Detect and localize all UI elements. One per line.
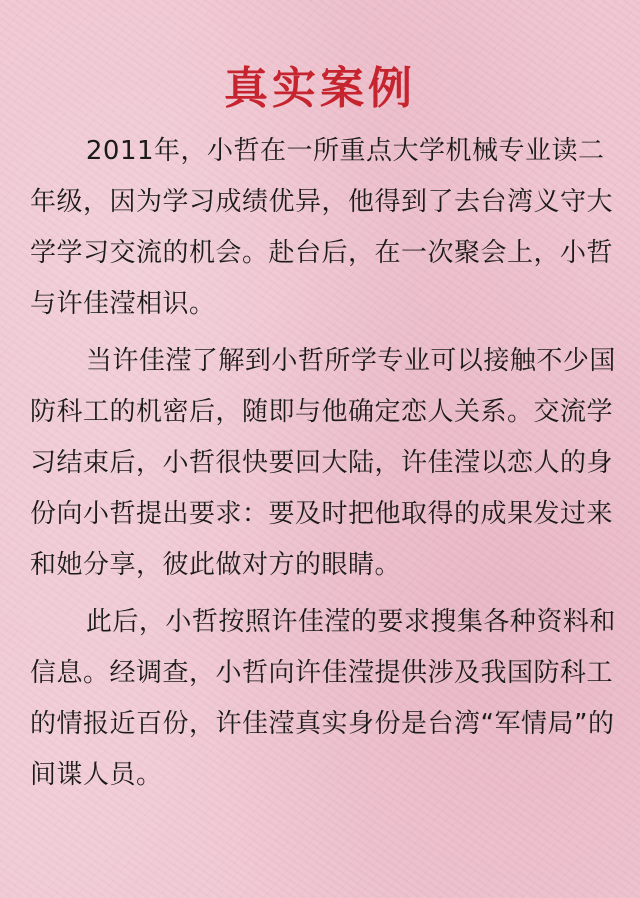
article-body bbox=[30, 126, 618, 801]
paragraph-1: 2011年，小哲在一所重点大学机械专业读二年级，因为学习成绩优异，他得到了去台湾义守大学学习交流的机会。赴台后，在一次聚会上，小哲与许佳滢相识。 bbox=[30, 136, 614, 319]
page-title: 真实案例 bbox=[224, 63, 416, 115]
paragraph-2: 当许佳滢了解到小哲所学专业可以接触不少国防科工的机密后，随即与他确定恋人关系。交流学习结束后，小哲很快要回大陆，许佳滢以恋人的身份向小哲提出要求：要及时把他取得的成果发过来和她分享，彼此做对方的眼睛。 bbox=[30, 346, 616, 580]
paragraph-3: 此后，小哲按照许佳滢的要求搜集各种资料和信息。经调查，小哲向许佳滢提供涉及我国防科工的情报近百份，许佳滢真实身份是台湾“军情局”的间谍人员。 bbox=[30, 607, 616, 790]
